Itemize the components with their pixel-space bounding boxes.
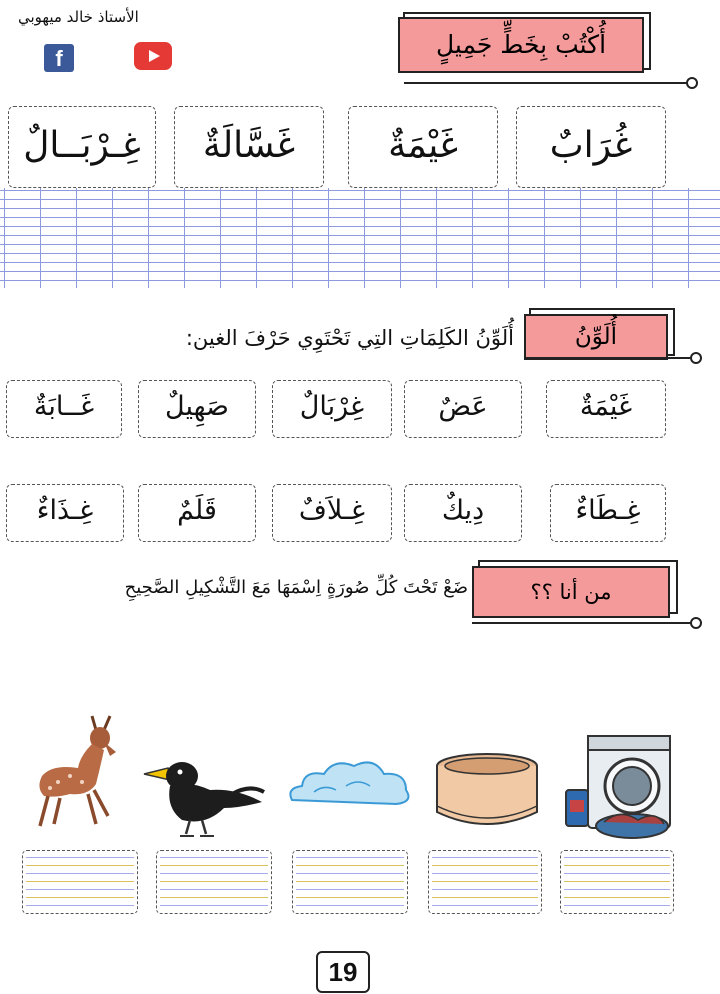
color-word-box[interactable]: غَــابَةٌ <box>6 380 122 438</box>
section1-underline <box>404 82 688 84</box>
color-word-box[interactable]: غِرْبَالٌ <box>272 380 392 438</box>
color-word-box[interactable]: غِـذَاءٌ <box>6 484 124 542</box>
color-word-box[interactable]: دِيكٌ <box>404 484 522 542</box>
cloud-icon <box>284 752 414 812</box>
section3-instruction: ضَعْ تَحْتَ كُلِّ صُورَةٍ اِسْمَهَا مَعَ التَّشْكِيلِ الصَّحِيحِ <box>124 577 468 598</box>
author-name: الأستاذ خالد ميهوبي <box>18 8 139 26</box>
page-number: 19 <box>316 951 370 993</box>
color-word-box[interactable]: غِـطَاءٌ <box>550 484 666 542</box>
section1-title: أُكْتُبْ بِخَطٍّ جَمِيلٍ <box>398 17 644 73</box>
copy-word-box: غَيْمَةٌ <box>348 106 498 188</box>
section2-title: أُلَوِّنُ <box>524 314 668 360</box>
crow-icon <box>140 750 270 842</box>
section3-underline <box>472 622 692 624</box>
color-word-box[interactable]: عَضٌ <box>404 380 522 438</box>
color-word-box[interactable]: صَهِيلٌ <box>138 380 256 438</box>
answer-box-cloud[interactable] <box>292 850 408 914</box>
facebook-icon[interactable]: f <box>44 44 74 72</box>
color-word-box[interactable]: غِـلاَفٌ <box>272 484 392 542</box>
answer-box-washing-machine[interactable] <box>560 850 674 914</box>
answer-box-deer[interactable] <box>22 850 138 914</box>
deer-icon <box>30 712 130 830</box>
section2-underline <box>524 357 692 359</box>
section2-instruction: أُلَوِّنُ الكَلِمَاتِ التِي تَحْتَوِي حَرْفَ الغين: <box>185 326 514 350</box>
section3-title: من أنا ؟؟ <box>472 566 670 618</box>
section3-line-dot <box>690 617 702 629</box>
youtube-icon[interactable] <box>134 42 172 70</box>
copy-word-box: غُرَابٌ <box>516 106 666 188</box>
handwriting-lines[interactable] <box>0 188 720 288</box>
sieve-icon <box>432 750 542 832</box>
section2-line-dot <box>690 352 702 364</box>
answer-box-crow[interactable] <box>156 850 272 914</box>
answer-box-sieve[interactable] <box>428 850 542 914</box>
color-word-box[interactable]: قَلَمٌ <box>138 484 256 542</box>
washing-machine-icon <box>560 728 676 840</box>
copy-word-box: غِـرْبَــالٌ <box>8 106 156 188</box>
section1-line-dot <box>686 77 698 89</box>
color-word-box[interactable]: غَيْمَةٌ <box>546 380 666 438</box>
copy-word-box: غَسَّالَةٌ <box>174 106 324 188</box>
